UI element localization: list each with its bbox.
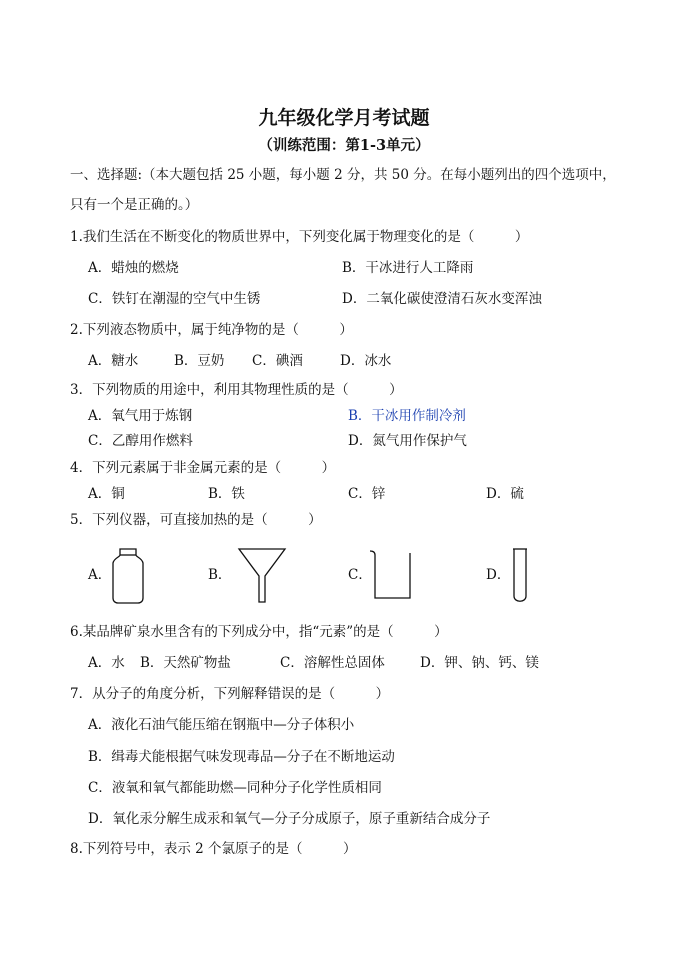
test-tube-icon (510, 546, 530, 606)
question-7-stem: 7．从分子的角度分析，下列解释错误的是（ ） (70, 686, 390, 702)
question-2-option-b: B．豆奶 (174, 353, 225, 369)
question-1-option-c: C．铁钉在潮湿的空气中生锈 (88, 291, 261, 307)
question-4-option-b: B．铁 (208, 486, 245, 502)
question-5-stem: 5．下列仪器，可直接加热的是（ ） (70, 512, 322, 528)
question-6-option-b: B．天然矿物盐 (140, 655, 231, 671)
question-3-option-a: A．氧气用于炼钢 (88, 408, 193, 424)
question-3-option-c: C．乙醇用作燃料 (88, 433, 193, 449)
question-3-stem: 3．下列物质的用途中，利用其物理性质的是（ ） (70, 382, 403, 398)
section-instructions-line1: 一、选择题:（本大题包括 25 小题，每小题 2 分，共 50 分。在每小题列出的四个选项中， (70, 167, 616, 183)
question-4-stem: 4．下列元素属于非金属元素的是（ ） (70, 460, 336, 476)
question-1-stem: 1.我们生活在不断变化的物质世界中，下列变化属于物理变化的是（ ） (70, 229, 529, 245)
page-title: 九年级化学月考试题 (258, 107, 430, 129)
question-6-stem: 6.某品牌矿泉水里含有的下列成分中，指“元素”的是（ ） (70, 624, 448, 640)
question-2-option-c: C．碘酒 (252, 353, 303, 369)
question-2-stem: 2.下列液态物质中，属于纯净物的是（ ） (70, 322, 353, 338)
question-6-option-d: D．钾、钠、钙、镁 (420, 655, 539, 671)
question-4-option-a: A．铜 (88, 486, 125, 502)
question-1-option-b: B．干冰进行人工降雨 (342, 260, 474, 276)
question-2-option-a: A．糖水 (88, 353, 139, 369)
question-5-option-b: B． (208, 567, 232, 583)
question-4-option-d: D．硫 (486, 486, 524, 502)
section-instructions-line2: 只有一个是正确的。） (70, 197, 199, 213)
question-5-option-a: A． (88, 567, 112, 583)
question-1-option-d: D．二氧化碳使澄清石灰水变浑浊 (342, 291, 542, 307)
question-5-option-d: D． (486, 567, 511, 583)
page-subtitle: （训练范围：第1-3单元） (258, 137, 430, 154)
question-8-stem: 8.下列符号中，表示 2 个氯原子的是（ ） (70, 841, 357, 857)
question-3-option-d: D．氮气用作保护气 (348, 433, 467, 449)
question-7-option-b: B．缉毒犬能根据气味发现毒品—分子在不断地运动 (88, 749, 395, 765)
question-6-option-c: C．溶解性总固体 (280, 655, 385, 671)
question-7-option-d: D．氧化汞分解生成汞和氧气—分子分成原子，原子重新结合成分子 (88, 811, 491, 827)
question-1-option-a: A．蜡烛的燃烧 (88, 260, 179, 276)
question-7-option-a: A．液化石油气能压缩在钢瓶中—分子体积小 (88, 717, 355, 733)
jar-apparatus-icon (108, 546, 148, 606)
question-5-option-c: C． (348, 567, 372, 583)
question-6-option-a: A．水 (88, 655, 125, 671)
question-7-option-c: C．液氧和氧气都能助燃—同种分子化学性质相同 (88, 780, 382, 796)
funnel-icon (236, 546, 288, 604)
beaker-icon (368, 548, 414, 602)
question-3-option-b: B．干冰用作制冷剂 (348, 408, 466, 424)
question-2-option-d: D．冰水 (340, 353, 392, 369)
question-4-option-c: C．锌 (348, 486, 386, 502)
